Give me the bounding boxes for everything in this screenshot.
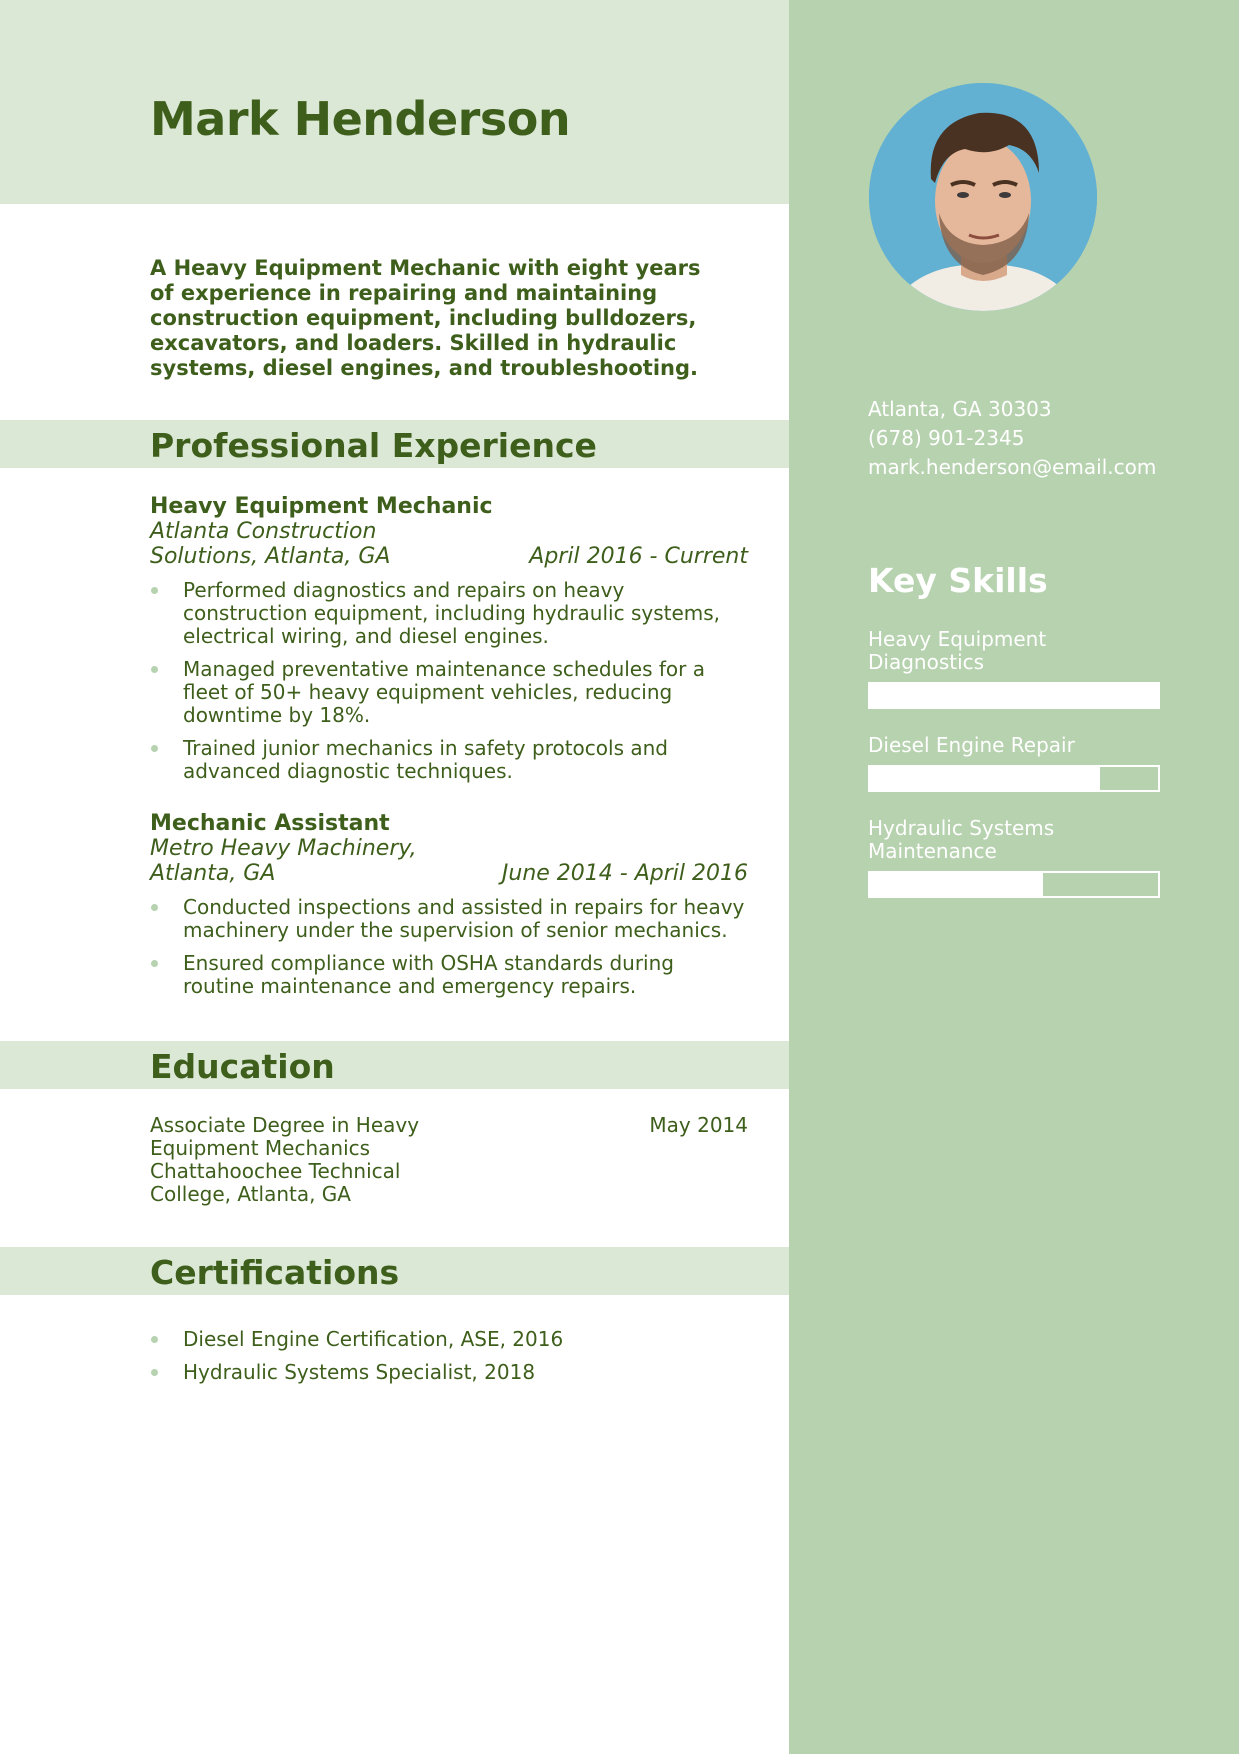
certifications-section-title: Certifications <box>150 1253 400 1292</box>
list-item: Managed preventative maintenance schedules for a fleet of 50+ heavy equipment vehicles, reducing downtime by 18%. <box>150 658 748 727</box>
skill-item <box>868 734 1160 792</box>
skill-level-bar <box>868 871 1160 898</box>
skill-item <box>868 628 1160 709</box>
bullet-dot-icon <box>151 904 158 911</box>
list-item: Trained junior mechanics in safety protocols and advanced diagnostic techniques. <box>150 737 748 783</box>
skill-level-fill <box>870 684 1158 707</box>
education-section-header <box>0 1041 789 1089</box>
skill-name: Diesel Engine Repair <box>868 733 1075 757</box>
job-company: Atlanta Construction Solutions, Atlanta, GA <box>150 519 391 569</box>
job-title: Heavy Equipment Mechanic <box>150 494 493 519</box>
skill-level-bar <box>868 682 1160 709</box>
contact-email[interactable]: mark.henderson@email.com <box>868 455 1157 479</box>
experience-section-title: Professional Experience <box>150 426 597 465</box>
bullet-dot-icon <box>151 960 158 967</box>
contact-info <box>868 395 1156 482</box>
skill-level-fill <box>870 767 1100 790</box>
list-item: Conducted inspections and assisted in repairs for heavy machinery under the supervision of senior mechanics. <box>150 896 748 942</box>
certifications-section-header <box>0 1247 789 1295</box>
certifications-list <box>150 1318 748 1394</box>
bullet-dot-icon <box>151 587 158 594</box>
job-entry <box>150 494 748 793</box>
job-entry <box>150 811 748 1008</box>
bullet-dot-icon <box>151 1336 158 1343</box>
list-item: Diesel Engine Certification, ASE, 2016 <box>150 1328 748 1351</box>
skills-section-title: Key Skills <box>868 561 1048 600</box>
header-band <box>0 0 789 204</box>
education-entry <box>150 1114 748 1206</box>
list-item: Performed diagnostics and repairs on heavy construction equipment, including hydraulic systems, electrical wiring, and diesel engines. <box>150 579 748 648</box>
education-degree: Associate Degree in Heavy Equipment Mechanics <box>150 1113 420 1160</box>
candidate-name: Mark Henderson <box>150 92 571 146</box>
job-bullets <box>150 579 748 783</box>
job-title: Mechanic Assistant <box>150 811 390 836</box>
education-school: Chattahoochee Technical College, Atlanta, GA <box>150 1159 401 1206</box>
job-dates: June 2014 - April 2016 <box>501 861 748 886</box>
skill-level-fill <box>870 873 1043 896</box>
job-company: Metro Heavy Machinery, Atlanta, GA <box>150 836 417 886</box>
bullet-dot-icon <box>151 1369 158 1376</box>
contact-phone[interactable]: (678) 901-2345 <box>868 426 1025 450</box>
summary-text: A Heavy Equipment Mechanic with eight years of experience in repairing and maintaining construction equipment, including bulldozers, excavators, and loaders. Skilled in hydraulic systems, diesel engines, and troubleshooting. <box>150 256 701 380</box>
profile-photo <box>869 83 1097 311</box>
skill-level-bar <box>868 765 1160 792</box>
list-item: Hydraulic Systems Specialist, 2018 <box>150 1361 748 1384</box>
job-meta <box>150 519 748 569</box>
list-item: Ensured compliance with OSHA standards during routine maintenance and emergency repairs. <box>150 952 748 998</box>
skill-item <box>868 817 1160 898</box>
job-dates: April 2016 - Current <box>529 544 748 569</box>
bullet-dot-icon <box>151 666 158 673</box>
experience-section-header <box>0 420 789 468</box>
person-avatar-icon <box>869 83 1097 311</box>
skill-name: Hydraulic Systems Maintenance <box>868 816 1055 863</box>
bullet-dot-icon <box>151 745 158 752</box>
education-date: May 2014 <box>649 1113 748 1137</box>
education-section-title: Education <box>150 1047 335 1086</box>
contact-location: Atlanta, GA 30303 <box>868 397 1052 421</box>
job-meta <box>150 836 748 886</box>
skill-name: Heavy Equipment Diagnostics <box>868 627 1047 674</box>
job-bullets <box>150 896 748 998</box>
